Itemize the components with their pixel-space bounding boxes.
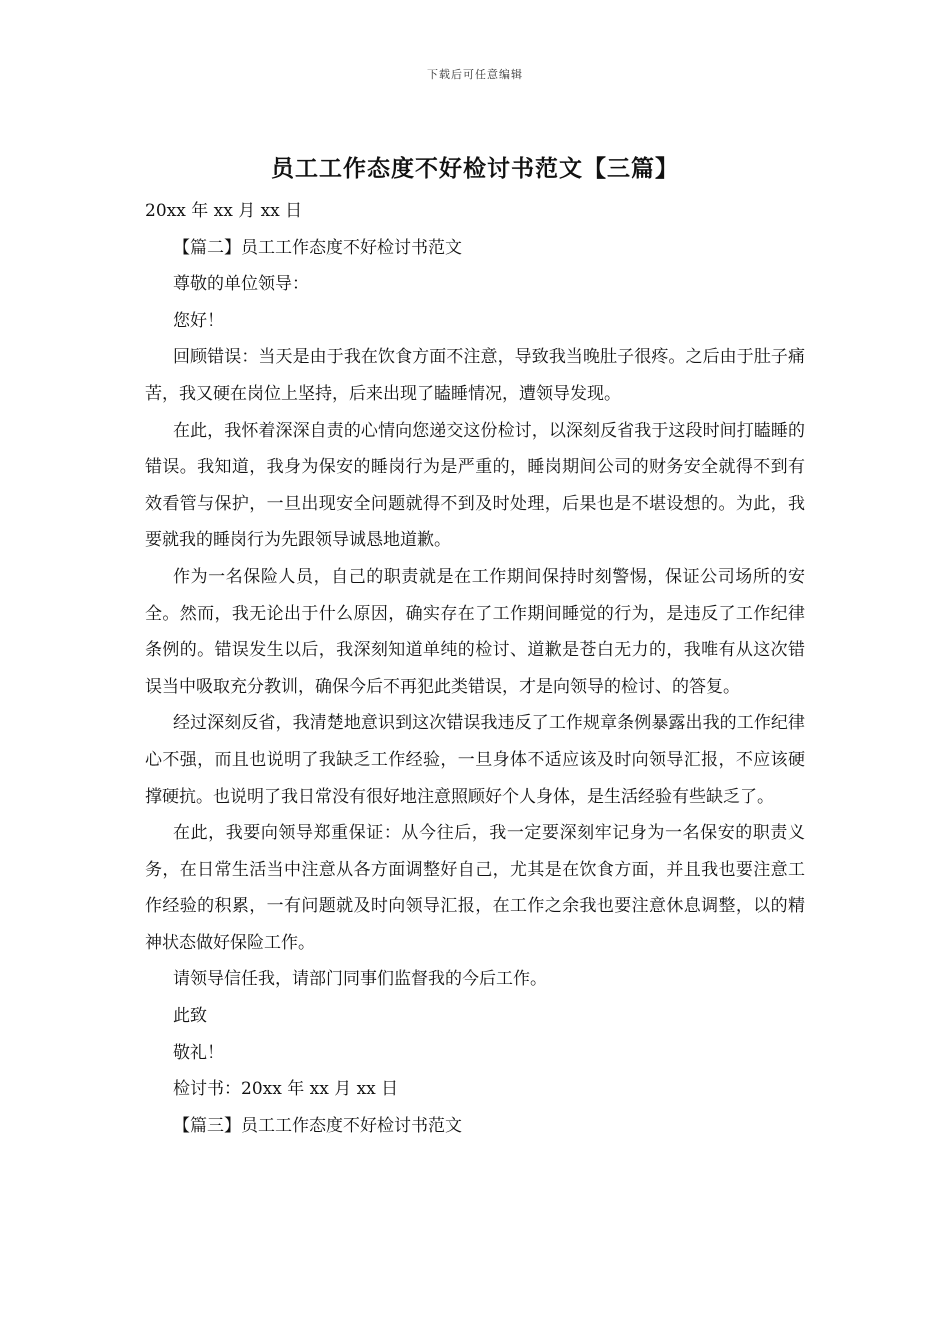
body-paragraph: 回顾错误：当天是由于我在饮食方面不注意，导致我当晚肚子很疼。之后由于肚子痛苦，我又硬在岗位上坚持，后来出现了瞌睡情况，遭领导发现。 [145, 347, 805, 404]
salutation: 尊敬的单位领导： [173, 274, 309, 295]
date-line: 20xx 年 xx 月 xx 日 [145, 201, 303, 221]
closing-line: 此致 [173, 1006, 207, 1027]
document-title: 员工工作态度不好检讨书范文【三篇】 [271, 155, 679, 182]
body-paragraph: 在此，我要向领导郑重保证：从今往后，我一定要深刻牢记身为一名保安的职责义务，在日常生活当中注意从各方面调整好自己，尤其是在饮食方面，并且我也要注意工作经验的积累，一有问题就及时向领导汇报，在工作之余我也要注意休息调整，以的精神状态做好保险工作。 [145, 823, 805, 953]
body-paragraph: 在此，我怀着深深自责的心情向您递交这份检讨，以深刻反省我于这段时间打瞌睡的错误。我知道，我身为保安的睡岗行为是严重的，睡岗期间公司的财务安全就得不到有效看管与保护，一旦出现安全问题就得不到及时处理，后果也是不堪设想的。为此，我要就我的睡岗行为先跟领导诚恳地道歉。 [145, 420, 805, 551]
header-note: 下载后可任意编辑 [427, 68, 523, 81]
body-paragraph: 请领导信任我，请部门同事们监督我的今后工作。 [173, 969, 547, 990]
section-heading-part-two: 【篇二】员工工作态度不好检讨书范文 [173, 237, 462, 258]
document-body [145, 193, 805, 1144]
section-heading-part-three: 【篇三】员工工作态度不好检讨书范文 [173, 1115, 462, 1136]
signature-date-line: 检讨书：20xx 年 xx 月 xx 日 [173, 1079, 399, 1100]
closing-salute: 敬礼！ [173, 1042, 224, 1063]
body-paragraph: 经过深刻反省，我清楚地意识到这次错误我违反了工作规章条例暴露出我的工作纪律心不强，而且也说明了我缺乏工作经验，一旦身体不适应该及时向领导汇报，不应该硬撑硬抗。也说明了我日常没有很好地注意照顾好个人身体，是生活经验有些缺乏了。 [145, 713, 805, 807]
body-paragraph: 作为一名保险人员，自己的职责就是在工作期间保持时刻警惕，保证公司场所的安全。然而，我无论出于什么原因，确实存在了工作期间睡觉的行为，是违反了工作纪律条例的。错误发生以后，我深刻知道单纯的检讨、道歉是苍白无力的，我唯有从这次错误当中吸取充分教训，确保今后不再犯此类错误，才是向领导的检讨、的答复。 [145, 566, 805, 697]
greeting: 您好！ [173, 310, 224, 331]
